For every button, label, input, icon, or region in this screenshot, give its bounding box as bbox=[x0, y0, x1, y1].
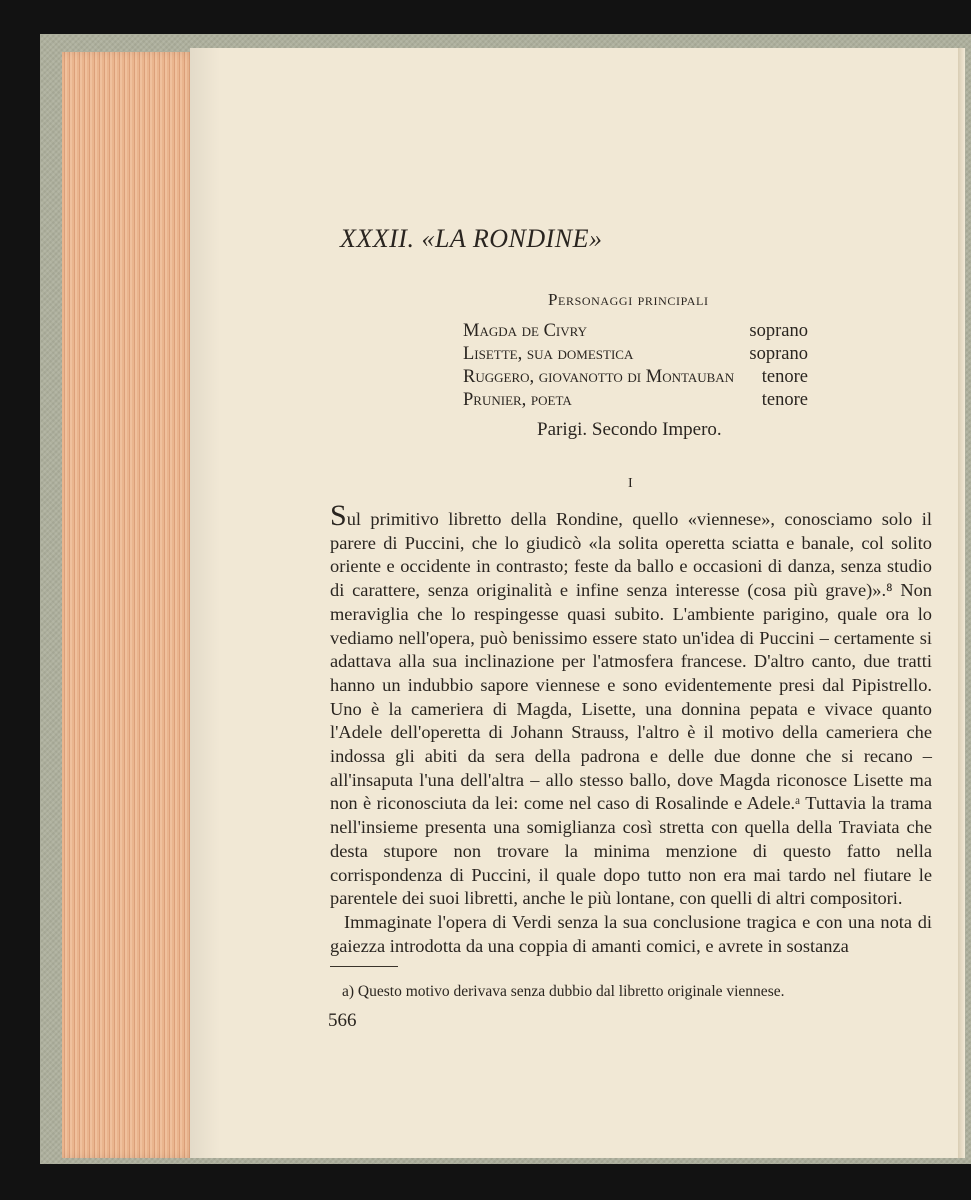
role-name: Prunier, poeta bbox=[463, 390, 572, 410]
setting-line: Parigi. Secondo Impero. bbox=[537, 419, 722, 440]
role-name: Magda de Civry bbox=[463, 321, 587, 341]
cast-row bbox=[463, 389, 808, 412]
role-name: Lisette, sua domestica bbox=[463, 344, 634, 364]
cast-row bbox=[463, 366, 808, 389]
cast-row bbox=[463, 343, 808, 366]
cast-list bbox=[463, 320, 808, 412]
footnote-rule bbox=[330, 966, 398, 967]
section-number: I bbox=[628, 476, 633, 491]
role-name: Ruggero, giovanotto di Montauban bbox=[463, 367, 735, 387]
footnote: a) Questo motivo derivava senza dubbio dal libretto originale viennese. bbox=[342, 983, 785, 1000]
page-number: 566 bbox=[328, 1010, 357, 1031]
cast-row bbox=[463, 320, 808, 343]
chapter-title: XXXII. «LA RONDINE» bbox=[340, 224, 603, 253]
paragraph: Immaginate l'opera di Verdi senza la sua conclusione tragica e con una nota di gaiezza introdotta da una coppia di amanti comici, e avrete in sostanza bbox=[330, 911, 932, 956]
role-voice: soprano bbox=[749, 344, 808, 364]
page-gutter-edge bbox=[958, 48, 964, 1158]
cast-heading: Personaggi principali bbox=[548, 290, 709, 309]
role-voice: tenore bbox=[761, 367, 808, 387]
body-text bbox=[330, 499, 932, 958]
drop-cap: S bbox=[330, 499, 347, 532]
role-voice: soprano bbox=[749, 321, 808, 341]
paragraph bbox=[330, 499, 932, 911]
paragraph-text: ul primitivo libretto della Rondine, quello «viennese», conosciamo solo il parere di Puccini, che lo giudicò «la solita operetta sciatta e banale, col solito oriente e occidente in contrasto; feste da ballo e occasioni di danza, senza studio di carattere, senza originalità e infine senza interesse (cosa più grave)».⁸ Non meraviglia che lo respingesse quasi subito. L'ambiente parigino, quale ora lo vediamo nell'opera, può benissimo essere stato un'idea di Puccini – certamente si adattava alla sua inclinazione per l'atmosfera francese. D'altro canto, due tratti hanno un indubbio sapore viennese e sono evidentemente presi dal Pipistrello. Uno è la cameriera di Magda, Lisette, una donnina pepata e vivace quanto l'Adele dell'operetta di Johann Strauss, l'altro è il motivo della cameriera che indossa gli abiti da sera della padrona e delle due donne che si recano – all'insaputa l'una dell'altra – allo stesso ballo, dove Magda riconosce Lisette ma non è riconosciuta da lei: come nel caso di Rosalinde e Adele.ᵃ Tuttavia la trama nell'insieme presenta una somiglianza così stretta con quella della Traviata che desta stupore non trovare la minima menzione di questo fatto nella corrispondenza di Puccini, il quale dopo tutto non era mai tardo nel fiutare le parentele dei suoi libretti, anche le più lontane, con quelli di altri compositori. bbox=[330, 509, 932, 909]
page-edges bbox=[62, 52, 198, 1158]
role-voice: tenore bbox=[761, 390, 808, 410]
